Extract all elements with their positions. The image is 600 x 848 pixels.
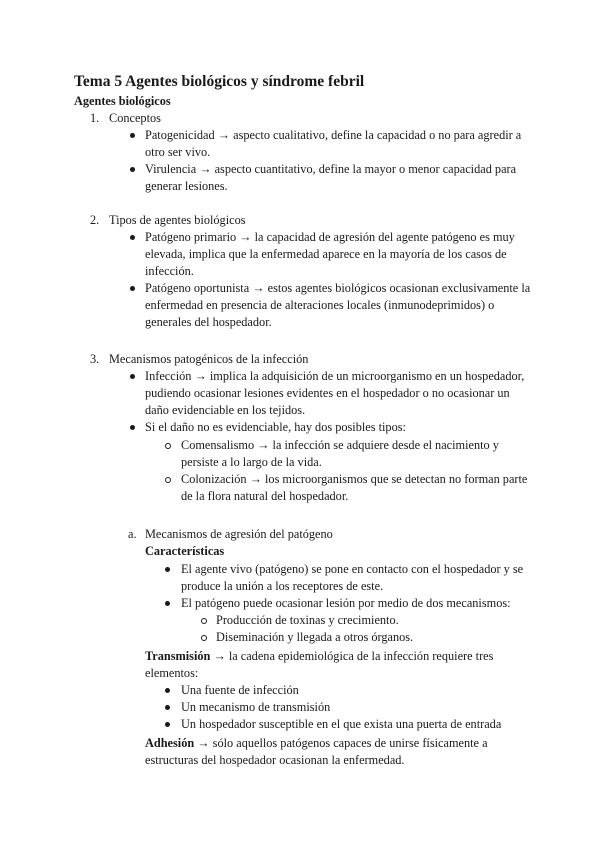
list-item: Colonización → los microorganismos que se detectan no forman parte xyxy=(181,472,528,486)
list-item: daño evidenciable en los tejidos. xyxy=(145,403,306,417)
transmision-text: → la cadena epidemiológica de la infección requiere tres xyxy=(210,649,494,663)
list-letter: a. xyxy=(128,527,137,541)
bullet-icon xyxy=(130,286,135,291)
section-heading: Conceptos xyxy=(109,111,161,125)
list-item: El agente vivo (patógeno) se pone en contacto con el hospedador y se xyxy=(181,562,524,576)
list-item: infección. xyxy=(145,264,194,278)
bullet-icon xyxy=(165,601,170,606)
list-item: pudiendo ocasionar lesiones evidentes en el hospedador o no ocasionar un xyxy=(145,386,510,400)
circle-bullet-icon xyxy=(165,477,171,483)
list-item: Patógeno oportunista → estos agentes biológicos ocasionan exclusivamente la xyxy=(145,281,531,295)
list-item: Infección → implica la adquisición de un microorganismo en un hospedador, xyxy=(145,369,525,383)
circle-bullet-icon xyxy=(165,443,171,449)
subheading-caracteristicas: Características xyxy=(145,544,225,558)
list-item: generales del hospedador. xyxy=(145,315,272,329)
list-number: 1. xyxy=(90,111,100,125)
adhesion-label: Adhesión xyxy=(145,736,195,750)
bullet-icon xyxy=(165,705,170,710)
list-item: Patogenicidad → aspecto cualitativo, define la capacidad o no para agredir a xyxy=(145,128,522,142)
list-number: 2. xyxy=(90,213,100,227)
circle-bullet-icon xyxy=(201,635,207,641)
list-item: elevada, implica que la enfermedad aparece en la mayoría de los casos de xyxy=(145,247,507,261)
list-item: Un mecanismo de transmisión xyxy=(181,700,331,714)
list-item: Patógeno primario → la capacidad de agresión del agente patógeno es muy xyxy=(145,230,515,244)
bullet-icon xyxy=(130,425,135,430)
list-item: Virulencia → aspecto cuantitativo, define la mayor o menor capacidad para xyxy=(145,162,517,176)
bullet-icon xyxy=(130,167,135,172)
transmision-paragraph xyxy=(145,648,493,665)
circle-bullet-icon xyxy=(201,618,207,624)
list-item: Un hospedador susceptible en el que exista una puerta de entrada xyxy=(181,717,502,731)
list-item: otro ser vivo. xyxy=(145,145,211,159)
page-title: Tema 5 Agentes biológicos y síndrome febril xyxy=(74,73,365,90)
adhesion-paragraph xyxy=(145,735,488,752)
transmision-label: Transmisión xyxy=(145,649,211,663)
list-item: Comensalismo → la infección se adquiere desde el nacimiento y xyxy=(181,438,499,452)
section-heading: Mecanismos de agresión del patógeno xyxy=(145,527,333,541)
list-number: 3. xyxy=(90,352,100,366)
list-item: Producción de toxinas y crecimiento. xyxy=(216,613,399,627)
bullet-icon xyxy=(130,374,135,379)
bullet-icon xyxy=(165,567,170,572)
list-item: El patógeno puede ocasionar lesión por medio de dos mecanismos: xyxy=(181,596,511,610)
section-heading: Tipos de agentes biológicos xyxy=(109,213,246,227)
list-item: produce la unión a los receptores de este. xyxy=(181,579,384,593)
list-item: persiste a lo largo de la vida. xyxy=(181,455,322,469)
list-item: Una fuente de infección xyxy=(181,683,299,697)
list-item: de la flora natural del hospedador. xyxy=(181,489,349,503)
adhesion-paragraph-cont: estructuras del hospedador ocasionan la enfermedad. xyxy=(145,753,405,767)
adhesion-text: → sólo aquellos patógenos capaces de unirse físicamente a xyxy=(194,736,488,750)
transmision-paragraph-cont: elementos: xyxy=(145,666,199,680)
list-item: Si el daño no es evidenciable, hay dos posibles tipos: xyxy=(145,420,406,434)
bullet-icon xyxy=(130,235,135,240)
section-heading: Mecanismos patogénicos de la infección xyxy=(109,352,309,366)
list-item: enfermedad en presencia de alteraciones locales (inmunodeprimidos) o xyxy=(145,298,495,312)
bullet-icon xyxy=(165,688,170,693)
bullet-icon xyxy=(130,133,135,138)
bullet-icon xyxy=(165,722,170,727)
list-item: Diseminación y llegada a otros órganos. xyxy=(216,630,414,644)
list-item: generar lesiones. xyxy=(145,179,228,193)
section-subtitle: Agentes biológicos xyxy=(74,94,171,108)
